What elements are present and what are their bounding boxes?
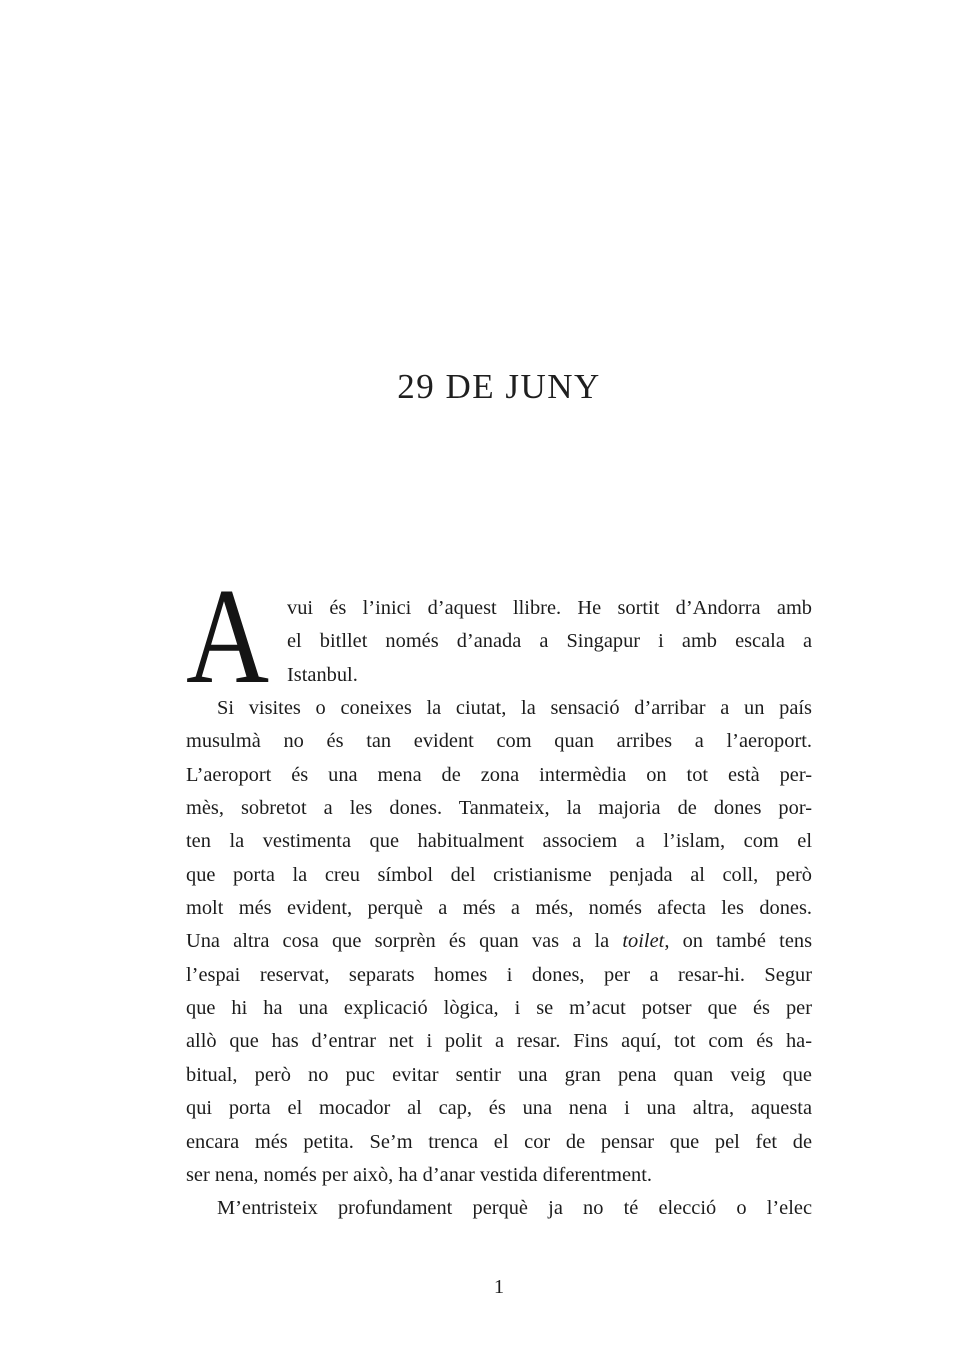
text-segment: Istanbul. xyxy=(287,663,358,686)
text-segment: l’espai reservat, separats homes i dones, per a resar-hi. Segur xyxy=(186,963,812,986)
text-segment: molt més evident, perquè a més a més, només afecta les dones. xyxy=(186,897,812,920)
text-line xyxy=(186,792,812,825)
text-line xyxy=(186,859,812,892)
text-line xyxy=(186,1092,812,1125)
text-segment: ser nena, només per això, ha d’anar vestida diferentment. xyxy=(186,1163,652,1186)
text-segment: M’entristeix profundament perquè ja no té elecció o l’elec xyxy=(217,1197,812,1220)
text-segment: musulmà no és tan evident com quan arribes a l’aeroport. xyxy=(186,730,812,753)
text-segment: el bitllet només d’anada a Singapur i amb escala a xyxy=(287,630,812,653)
text-segment: que hi ha una explicació lògica, i se m’acut potser que és per xyxy=(186,997,812,1020)
text-segment: allò que has d’entrar net i polit a resar. Fins aquí, tot com és ha- xyxy=(186,1030,812,1053)
text-segment: , on també tens xyxy=(664,930,813,953)
text-line xyxy=(186,992,812,1025)
text-segment: que porta la creu símbol del cristianisme penjada al coll, però xyxy=(186,863,812,886)
text-line xyxy=(186,1025,812,1058)
chapter-heading: 29 DE JUNY xyxy=(397,367,601,406)
text-segment: L’aeroport és una mena de zona intermèdia on tot està per- xyxy=(186,763,812,786)
text-body xyxy=(186,560,813,1226)
text-line xyxy=(186,759,812,792)
text-line xyxy=(186,725,812,758)
text-line xyxy=(186,1126,812,1159)
text-segment: vui és l’inici d’aquest llibre. He sortit d’Andorra amb xyxy=(287,597,812,619)
text-segment: encara més petita. Se’m trenca el cor de pensar que pel fet de xyxy=(186,1130,812,1153)
text-line xyxy=(186,692,812,725)
text-line xyxy=(186,959,812,992)
italic-text-segment: toilet xyxy=(622,930,665,953)
text-segment: ten la vestimenta que habitualment associem a l’islam, com el xyxy=(186,830,812,853)
page-number: 1 xyxy=(493,1276,505,1298)
text-line xyxy=(186,592,812,625)
text-segment: bitual, però no puc evitar sentir una gran pena quan veig que xyxy=(186,1063,812,1086)
text-line xyxy=(186,1192,812,1225)
text-segment: mès, sobretot a les dones. Tanmateix, la majoria de dones por- xyxy=(186,797,812,820)
text-line xyxy=(186,825,812,858)
text-line xyxy=(186,1159,812,1192)
text-segment: qui porta el mocador al cap, és una nena i una altra, aquesta xyxy=(186,1097,812,1120)
text-line xyxy=(186,925,812,958)
text-line xyxy=(186,659,812,692)
text-segment: Una altra cosa que sorprèn és quan vas a la xyxy=(186,930,623,953)
text-line xyxy=(186,892,812,925)
text-segment: Si visites o coneixes la ciutat, la sensació d’arribar a un país xyxy=(217,697,812,720)
text-line xyxy=(186,1059,812,1092)
drop-cap: A xyxy=(186,560,270,712)
text-line xyxy=(186,625,812,658)
